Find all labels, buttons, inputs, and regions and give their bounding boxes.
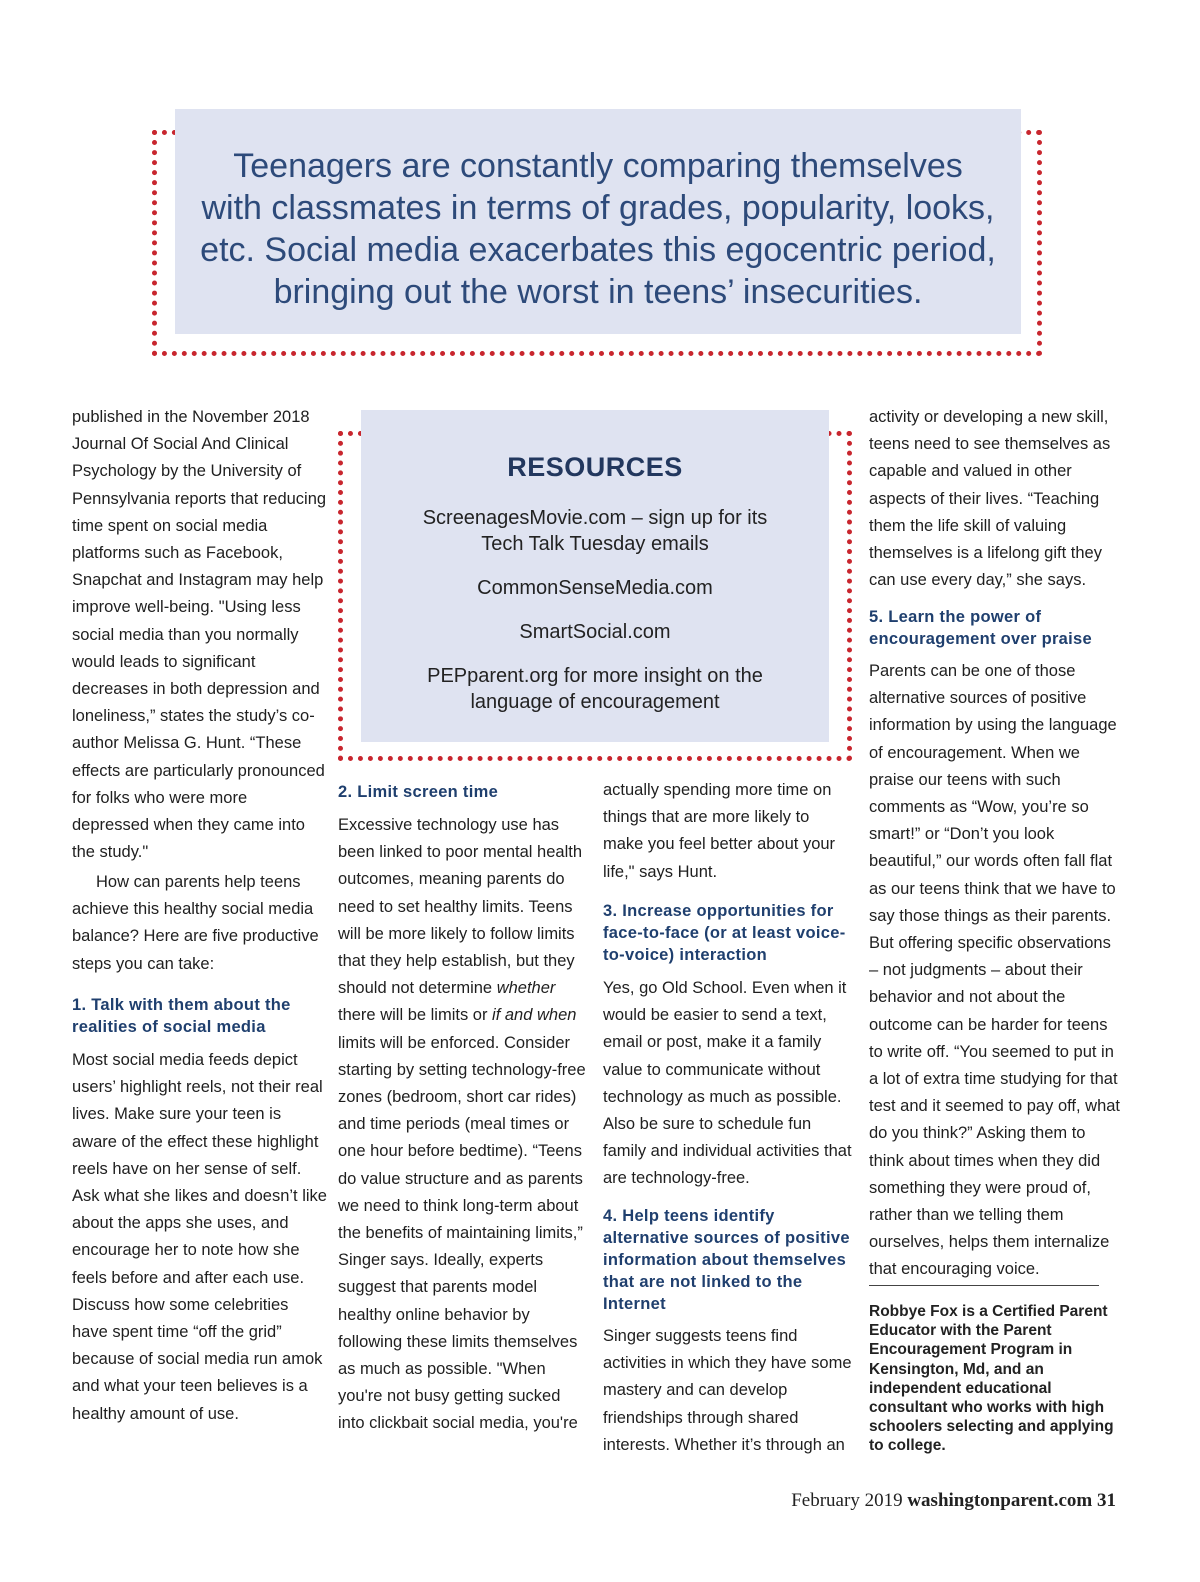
section-heading-3: 3. Increase opportunities for face-to-face (or at least voice-to-voice) interaction [603,902,846,964]
pull-quote-text: Teenagers are constantly comparing themselves with classmates in terms of grades, popularity, looks, etc. Social media exacerbates this egocentric period, bringing out the worst in teens’ insecurities. [200,147,996,311]
author-bio: Robbye Fox is a Certified Parent Educator with the Parent Encouragement Program in Kensington, Md, and an independent educational consultant who works with high schoolers selecting and applying to college. [869,1303,1114,1455]
col3-paragraph-1: actually spending more time on things that are more likely to make you feel better about your life," says Hunt. [603,781,836,881]
footer-date: February 2019 [791,1490,903,1511]
col4-paragraph-1: activity or developing a new skill, teens need to see themselves as capable and valued in other aspects of their lives. “Teaching them the life skill of valuing themselves is a lifelong gift they can use every day,” she says. [869,408,1111,590]
resource-item-commonsense: CommonSenseMedia.com [477,577,713,599]
footer-site: washingtonparent.com [907,1490,1093,1511]
col1-paragraph-2: How can parents help teens achieve this healthy social media balance? Here are five productive steps you can take: [72,873,319,973]
resource-item-pepparent: PEPparent.org for more insight on the language of encouragement [427,665,763,713]
page-number: 31 [1097,1490,1116,1511]
col1-paragraph-1: published in the November 2018 Journal Of Social And Clinical Psychology by the University of Pennsylvania reports that reducing time spent on social media platforms such as Facebook, Snapchat and Instagram may help improve well-being. "Using less social media than you normally would leads to significant decreases in both depression and loneliness,” states the study’s co-author Melissa G. Hunt. “These effects are particularly pronounced for folks who were more depressed when they came into the study." [72,408,327,862]
col3-paragraph-2: Yes, go Old School. Even when it would be easier to send a text, email or post, make it a family value to communicate without technology as much as possible. Also be sure to schedule fun family and individual activities that are technology-free. [603,979,852,1188]
resources-title: RESOURCES [507,452,683,482]
col3-paragraph-3: Singer suggests teens find activities in which they have some mastery and can develop friendships through shared interests. Whether it’s through an [603,1327,852,1454]
section-heading-5: 5. Learn the power of encouragement over praise [869,608,1092,648]
page-footer [791,1490,1116,1512]
col4-paragraph-2: Parents can be one of those alternative sources of positive information by using the language of encouragement. When we praise our teens with such comments as “Wow, you’re so smart!” or “Don’t you look beautiful,” our words often fall flat as our teens think that we have to say those things as their parents. But offering specific observations – not judgments – about their behavior and not about the outcome can be harder for teens to write off. “You seemed to put in a lot of extra time studying for that test and it seemed to pay off, what do you think?” Asking them to think about times when they did something they were proud of, rather than we telling them ourselves, helps them internalize that encouraging voice. [869,662,1121,1279]
section-heading-4: 4. Help teens identify alternative sources of positive information about themselves that are not linked to the Internet [603,1207,850,1313]
col2-paragraph-1: Excessive technology use has been linked to poor mental health outcomes, meaning parents do need to set healthy limits. Teens will be more likely to follow limits that they help establish, but they should not determine whether there will be limits or if and when limits will be enforced. Consider starting by setting technology-free zones (bedroom, short car rides) and time periods (meal times or one hour before bedtime). “Teens do value structure and as parents we need to think long-term about the benefits of maintaining limits,” Singer says. Ideally, experts suggest that parents model healthy online behavior by following these limits themselves as much as possible. "When you're not busy getting sucked into clickbait social media, you're [338,816,586,1433]
section-heading-2: 2. Limit screen time [338,783,499,801]
col1-paragraph-3: Most social media feeds depict users’ highlight reels, not their real lives. Make sure your teen is aware of the effect these highlight reels have on her sense of self. Ask what she likes and doesn’t like about the apps she uses, and encourage her to note how she feels before and after each use. Discuss how some celebrities have spent time “off the grid” because of social media run amok and what your teen believes is a healthy amount of use. [72,1051,327,1423]
section-heading-1: 1. Talk with them about the realities of social media [72,996,291,1036]
resource-item-screenagers: ScreenagesMovie.com – sign up for its Tech Talk Tuesday emails [422,507,768,555]
resource-item-smartsocial: SmartSocial.com [519,621,671,643]
bio-divider [869,1285,1099,1286]
